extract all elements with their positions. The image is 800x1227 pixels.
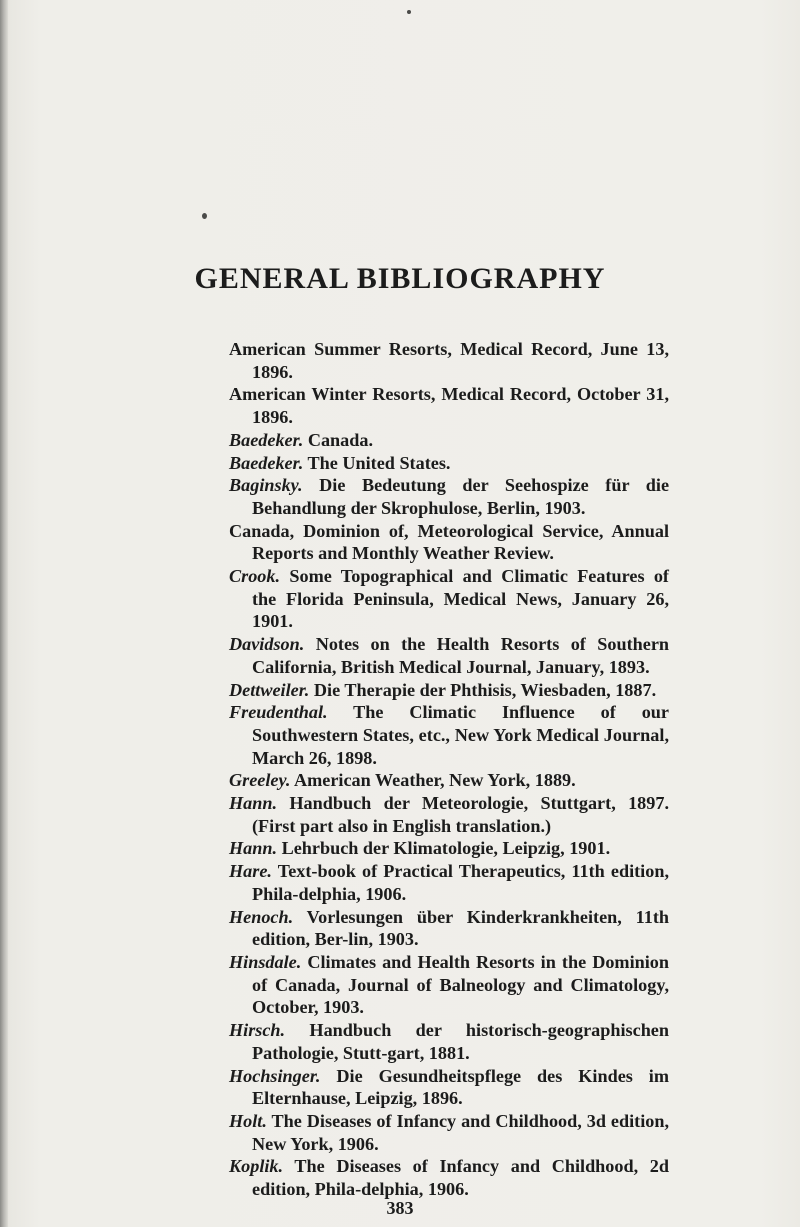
entry-author: Baedeker. — [229, 429, 304, 450]
binding-gutter — [0, 0, 8, 1227]
entry-author: Hann. — [229, 793, 278, 814]
entry-author: Freudenthal. — [229, 702, 328, 723]
entry-text: Die Bedeutung der Seehospize für die Behandlung der Skrophulose, Berlin, 1903. — [252, 475, 670, 518]
bibliography-list — [229, 338, 669, 1201]
bibliography-entry — [229, 338, 669, 383]
entry-author: Crook. — [229, 566, 281, 587]
bibliography-entry — [229, 679, 669, 702]
entry-text: Die Gesundheitspflege des Kindes im Elternhause, Leipzig, 1896. — [252, 1065, 669, 1109]
entry-text: Text-book of Practical Therapeutics, 11th edition, Phila-delphia, 1906. — [252, 861, 669, 904]
bibliography-entry — [229, 1110, 669, 1155]
entry-text: Some Topographical and Climatic Features of the Florida Peninsula, Medical News, January 26, 1901. — [252, 566, 669, 632]
bibliography-entry — [229, 520, 669, 565]
entry-author: Baginsky. — [229, 475, 303, 496]
bibliography-entry — [229, 452, 669, 475]
entry-text: Handbuch der historisch-geographischen Pathologie, Stutt-gart, 1881. — [252, 1020, 669, 1063]
bibliography-entry — [229, 1019, 669, 1064]
bibliography-entry — [229, 633, 669, 678]
entry-text: Climates and Health Resorts in the Dominion of Canada, Journal of Balneology and Climatology, October, 1903. — [252, 951, 670, 1018]
entry-author: Davidson. — [229, 634, 305, 655]
bibliography-entry — [229, 565, 669, 633]
entry-text: Lehrbuch der Klimatologie, Leipzig, 1901. — [281, 838, 611, 859]
page-speck — [407, 10, 411, 14]
bibliography-entry — [229, 429, 669, 452]
entry-text: Handbuch der Meteorologie, Stuttgart, 1897. (First part also in English translation.) — [252, 793, 670, 836]
entry-author: Dettweiler. — [229, 679, 310, 700]
entry-text: Vorlesungen über Kinderkrankheiten, 11th edition, Ber-lin, 1903. — [252, 906, 669, 950]
bibliography-entry — [229, 701, 669, 769]
bibliography-entry — [229, 769, 669, 792]
bibliography-entry — [229, 1155, 669, 1200]
entry-text: The Climatic Influence of our Southwestern States, etc., New York Medical Journal, March 26, 1898. — [252, 702, 669, 768]
bibliography-entry — [229, 474, 669, 519]
entry-text: The Diseases of Infancy and Childhood, 3d edition, New York, 1906. — [252, 1110, 670, 1154]
entry-text: American Summer Resorts, Medical Record, June 13, 1896. — [229, 339, 669, 382]
bibliography-entry — [229, 792, 669, 837]
entry-text: American Winter Resorts, Medical Record, October 31, 1896. — [229, 384, 669, 428]
entry-text: The United States. — [307, 452, 451, 473]
bibliography-entry — [229, 1065, 669, 1110]
bibliography-entry — [229, 837, 669, 860]
entry-author: Hirsch. — [229, 1020, 286, 1041]
page-title: GENERAL BIBLIOGRAPHY — [194, 262, 606, 295]
entry-author: Hinsdale. — [229, 951, 302, 972]
entry-author: Baedeker. — [229, 452, 304, 473]
entry-author: Greeley. — [229, 770, 291, 791]
entry-author: Koplik. — [229, 1156, 284, 1177]
entry-author: Hochsinger. — [229, 1065, 321, 1086]
entry-text: The Diseases of Infancy and Childhood, 2d edition, Phila-delphia, 1906. — [252, 1156, 669, 1200]
entry-text: Die Therapie der Phthisis, Wiesbaden, 1887. — [313, 679, 657, 700]
bibliography-entry — [229, 860, 669, 905]
bibliography-entry — [229, 906, 669, 951]
page-speck — [202, 213, 207, 219]
entry-text: American Weather, New York, 1889. — [293, 770, 576, 791]
entry-author: Henoch. — [229, 906, 294, 927]
entry-author: Hare. — [229, 861, 272, 882]
entry-text: Canada, Dominion of, Meteorological Service, Annual Reports and Monthly Weather Review. — [229, 520, 669, 564]
bibliography-entry — [229, 951, 669, 1019]
bibliography-entry — [229, 383, 669, 428]
entry-author: Holt. — [229, 1110, 267, 1131]
page-number: 383 — [386, 1198, 414, 1218]
entry-text: Canada. — [307, 429, 374, 450]
entry-author: Hann. — [229, 838, 278, 859]
entry-text: Notes on the Health Resorts of Southern California, British Medical Journal, January, 1893. — [252, 634, 670, 677]
